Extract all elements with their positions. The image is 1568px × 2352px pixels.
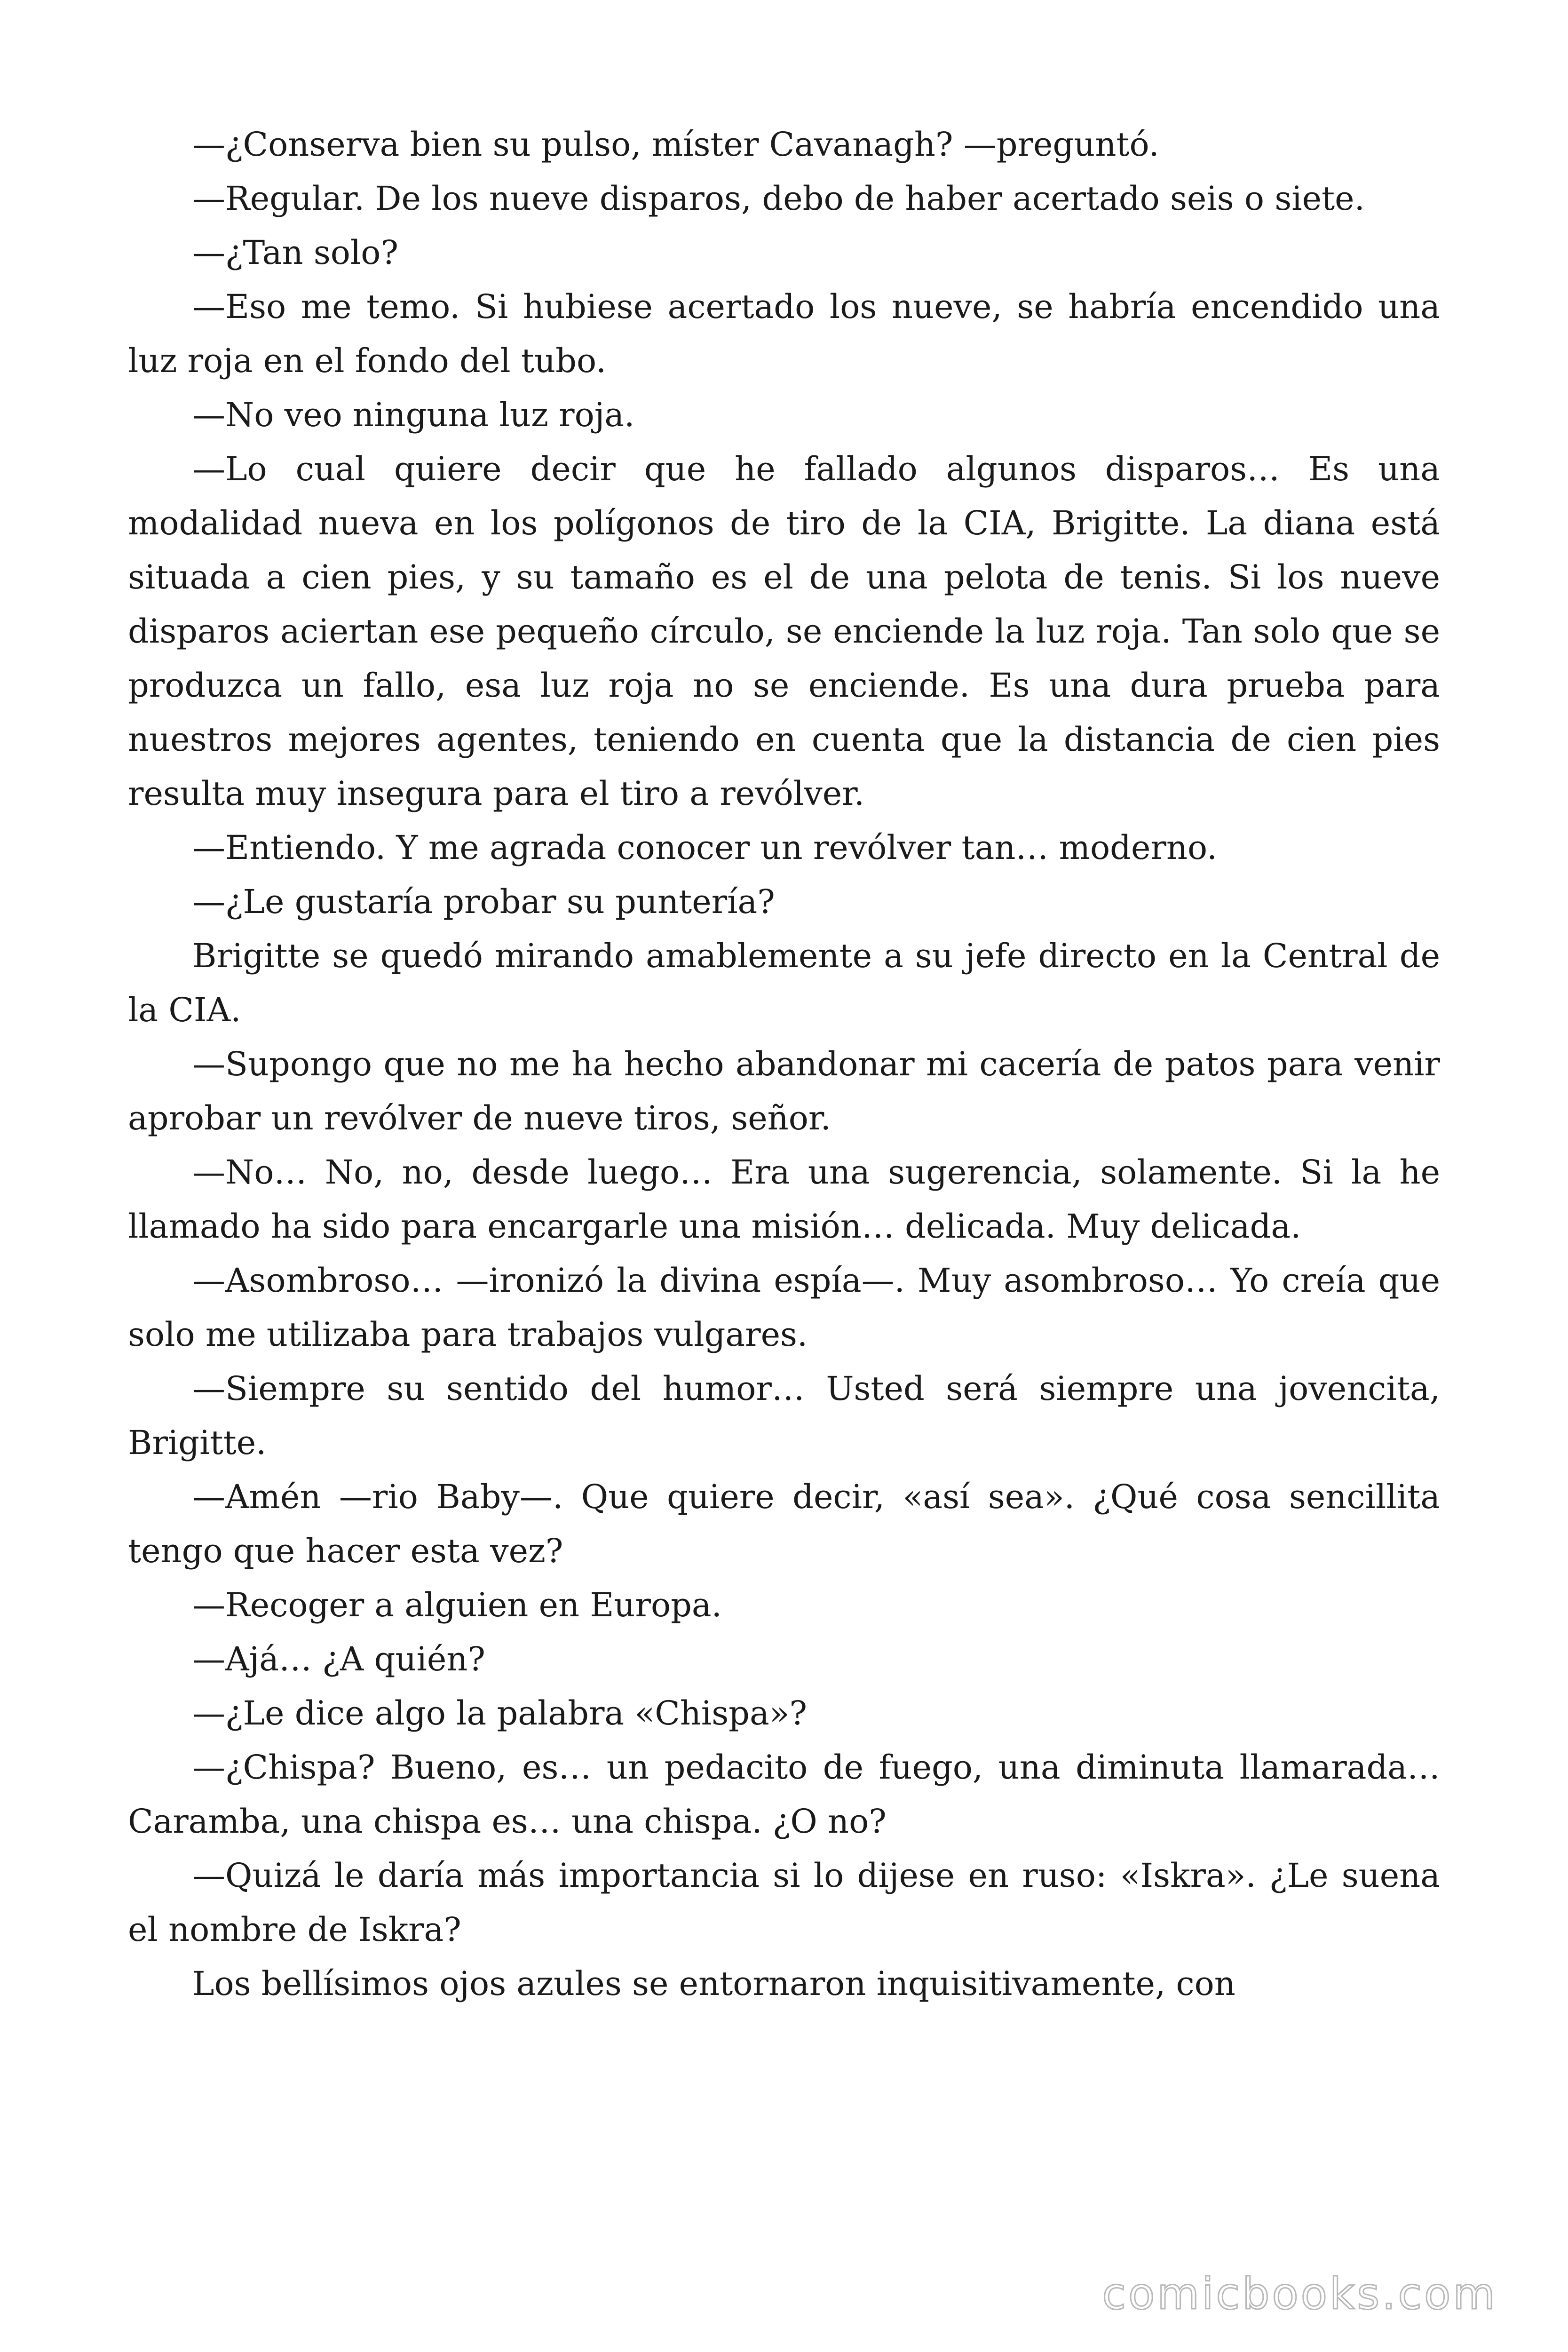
paragraph: —No… No, no, desde luego… Era una sugerencia, solamente. Si la he llamado ha sido para encargarle una misión… delicada. Muy delicada. [128,1153,1440,1246]
paragraph: —Ajá… ¿A quién? [192,1640,485,1678]
paragraph: —¿Le dice algo la palabra «Chispa»? [192,1694,808,1732]
paragraph: —Lo cual quiere decir que he fallado algunos disparos… Es una modalidad nueva en los polígonos de tiro de la CIA, Brigitte. La diana está situada a cien pies, y su tamaño es el de una pelota de tenis. Si los nueve disparos aciertan ese pequeño círculo, se enciende la luz roja. Tan solo que se produzca un fallo, esa luz roja no se enciende. Es una dura prueba para nuestros mejores agentes, teniendo en cuenta que la distancia de cien pies resulta muy insegura para el tiro a revólver. [128,450,1440,813]
paragraph: —Regular. De los nueve disparos, debo de haber acertado seis o siete. [192,179,1365,218]
paragraph: —Entiendo. Y me agrada conocer un revólver tan… moderno. [192,828,1218,867]
paragraph: —¿Le gustaría probar su puntería? [192,882,775,921]
paragraph: —Recoger a alguien en Europa. [192,1586,722,1624]
watermark: comicbooks.com [1102,2269,1497,2319]
paragraph: Los bellísimos ojos azules se entornaron inquisitivamente, con [192,1964,1235,2003]
paragraph: —Siempre su sentido del humor… Usted será siempre una jovencita, Brigitte. [128,1369,1440,1462]
paragraph: —Supongo que no me ha hecho abandonar mi cacería de patos para venir aprobar un revólver de nueve tiros, señor. [128,1045,1440,1137]
paragraph: —¿Chispa? Bueno, es… un pedacito de fuego, una diminuta llamarada… Caramba, una chispa es… una chispa. ¿O no? [128,1748,1440,1841]
paragraph: —Amén —rio Baby—. Que quiere decir, «así sea». ¿Qué cosa sencillita tengo que hacer esta vez? [128,1478,1440,1570]
paragraph: —¿Tan solo? [192,233,398,272]
paragraph: —Asombroso… —ironizó la divina espía—. Muy asombroso… Yo creía que solo me utilizaba para trabajos vulgares. [128,1261,1440,1354]
paragraph: —Eso me temo. Si hubiese acertado los nueve, se habría encendido una luz roja en el fondo del tubo. [128,287,1440,380]
paragraph: —Quizá le daría más importancia si lo dijese en ruso: «Iskra». ¿Le suena el nombre de Iskra? [128,1856,1440,1949]
paragraph: —No veo ninguna luz roja. [192,396,635,434]
book-page-text [128,118,1440,2263]
paragraph: Brigitte se quedó mirando amablemente a su jefe directo en la Central de la CIA. [128,937,1440,1029]
paragraph: —¿Conserva bien su pulso, míster Cavanagh? —preguntó. [192,125,1159,164]
